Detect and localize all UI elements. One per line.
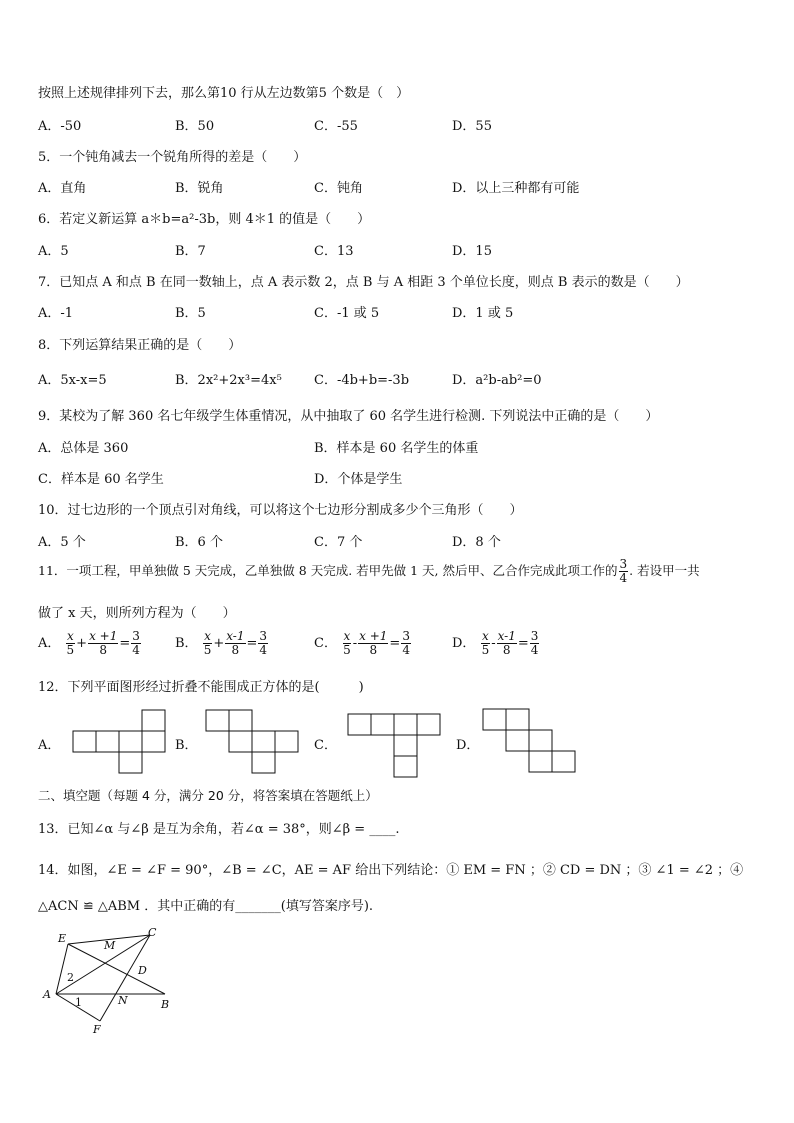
q12-option-b-label: B．	[175, 738, 198, 753]
fraction-denominator: 8	[369, 643, 378, 657]
fraction-denominator: 8	[502, 643, 511, 657]
q8-option-a: A．5x-x=5	[38, 373, 107, 388]
q6-option-b: B．7	[175, 244, 206, 259]
fraction-denominator: 5	[66, 643, 75, 657]
q12-stem: 12．下列平面图形经过折叠不能围成正方体的是( )	[38, 680, 364, 695]
q8-option-b: B．2x²+2x³=4x⁵	[175, 373, 282, 388]
q7-option-d: D．1 或 5	[452, 306, 514, 321]
equals-sign: =	[246, 636, 258, 651]
equals-sign: =	[517, 636, 529, 651]
operator: +	[76, 636, 88, 651]
q11-stem-part1: 11．一项工程，甲单独做 5 天完成，乙单独做 8 天完成. 若甲先做 1 天, 然后甲、乙合作完成此项工作的	[38, 563, 618, 578]
q12-net-d	[482, 708, 582, 774]
net-square	[552, 751, 575, 772]
net-square	[96, 731, 119, 752]
fraction-numerator: x +1	[89, 629, 118, 643]
q4-option-d: D．55	[452, 119, 492, 134]
q11-option-b	[175, 630, 269, 657]
q11-stem	[38, 558, 700, 585]
net-square	[142, 731, 165, 752]
fraction-denominator: 8	[231, 643, 240, 657]
label-a: A	[43, 988, 51, 1001]
q11-option-c	[314, 630, 412, 657]
fraction	[225, 630, 245, 657]
operator: -	[491, 636, 496, 651]
q12-net-c	[347, 713, 443, 777]
fraction	[258, 630, 268, 657]
label-angle-1: 1	[75, 996, 82, 1009]
net-square	[252, 731, 275, 752]
equals-sign: =	[389, 636, 401, 651]
fraction-denominator: 4	[402, 643, 410, 657]
label-angle-2: 2	[67, 971, 74, 984]
fraction	[497, 630, 517, 657]
fraction-denominator: 4	[132, 643, 140, 657]
label-n: N	[118, 994, 128, 1007]
option-letter: D．	[452, 636, 476, 651]
fraction-numerator: x	[343, 629, 351, 643]
fraction	[530, 630, 540, 657]
q10-option-d: D．8 个	[452, 535, 501, 550]
q14-stem-line2: △ACN ≌ △ABM ．其中正确的有_______(填写答案序号).	[38, 899, 374, 914]
q8-option-c: C．-4b+b=-3b	[314, 373, 410, 388]
q7-option-c: C．-1 或 5	[314, 306, 380, 321]
equals-sign: =	[119, 636, 131, 651]
q12-option-d-label: D．	[456, 738, 480, 753]
q5-option-b: B．锐角	[175, 181, 224, 196]
fraction	[66, 630, 76, 657]
q4-option-b: B．50	[175, 119, 215, 134]
q11-stem-part2: . 若设甲一共	[629, 563, 700, 578]
q11-stem-line2: 做了 x 天，则所列方程为（ ）	[38, 606, 236, 621]
q11-stem-fraction	[619, 558, 629, 585]
net-square	[506, 730, 529, 751]
net-square	[417, 714, 440, 735]
q8-option-d: D．a²b-ab²=0	[452, 373, 542, 388]
option-letter: C．	[314, 636, 337, 651]
q14-stem-line1: 14．如图，∠E = ∠F = 90°，∠B = ∠C，AE = AF 给出下列结论：① EM = FN ；② CD = DN ；③ ∠1 = ∠2 ；④	[38, 863, 744, 878]
label-c: C	[148, 926, 157, 939]
option-letter: A．	[38, 636, 61, 651]
q10-option-b: B．6 个	[175, 535, 223, 550]
net-square	[394, 756, 417, 777]
net-square	[529, 751, 552, 772]
fraction	[342, 630, 352, 657]
q5-option-c: C．钝角	[314, 181, 363, 196]
q10-option-a: A．5 个	[38, 535, 86, 550]
q12-net-b	[205, 709, 301, 773]
net-square	[73, 731, 96, 752]
net-square	[394, 714, 417, 735]
fraction	[203, 630, 213, 657]
label-d: D	[138, 964, 147, 977]
fraction	[358, 630, 388, 657]
net-square	[142, 710, 165, 731]
q11-option-d	[452, 630, 540, 657]
fraction-numerator: 3	[132, 629, 140, 643]
fraction	[131, 630, 141, 657]
fraction-numerator: 3	[619, 557, 628, 571]
q10-option-c: C．7 个	[314, 535, 363, 550]
q10-stem: 10．过七边形的一个顶点引对角线，可以将这个七边形分割成多少个三角形（ ）	[38, 503, 523, 518]
operator: -	[352, 636, 358, 651]
net-square	[529, 730, 552, 751]
q4-option-c: C．-55	[314, 119, 358, 134]
net-square	[371, 714, 394, 735]
option-letter: B．	[175, 636, 198, 651]
q9-option-b: B．样本是 60 名学生的体重	[314, 441, 479, 456]
fraction	[481, 630, 491, 657]
label-m: M	[104, 939, 116, 952]
fraction	[401, 630, 411, 657]
fraction	[88, 630, 118, 657]
label-b: B	[161, 998, 170, 1011]
net-square	[483, 709, 506, 730]
q4-option-a: A．-50	[38, 119, 82, 134]
q6-option-d: D．15	[452, 244, 492, 259]
fraction-denominator: 4	[619, 571, 628, 585]
q9-option-a: A．总体是 360	[38, 441, 129, 456]
q8-stem: 8．下列运算结果正确的是（ ）	[38, 338, 242, 353]
fraction-numerator: x	[482, 629, 489, 643]
net-square	[229, 710, 252, 731]
q12-option-a-label: A．	[38, 738, 61, 753]
label-e: E	[57, 932, 66, 945]
q12-option-c-label: C．	[314, 738, 337, 753]
q13-stem: 13．已知∠α 与∠β 是互为余角，若∠α = 38°，则∠β = ____.	[38, 822, 400, 837]
fraction-denominator: 5	[343, 643, 351, 657]
fraction-numerator: x-1	[226, 629, 245, 643]
label-f: F	[93, 1023, 101, 1036]
q12-net-a	[72, 709, 168, 773]
q4-stem: 按照上述规律排列下去，那么第10 行从左边数第5 个数是（ ）	[38, 86, 410, 101]
net-square	[394, 735, 417, 756]
q6-option-c: C．13	[314, 244, 354, 259]
net-square	[252, 752, 275, 773]
fraction-denominator: 8	[99, 643, 108, 657]
fraction-denominator: 4	[259, 643, 268, 657]
segment-eb	[68, 944, 165, 994]
operator: +	[213, 636, 225, 651]
net-square	[506, 709, 529, 730]
q14-figure	[38, 926, 188, 1036]
q7-stem: 7．已知点 A 和点 B 在同一数轴上，点 A 表示数 2，点 B 与 A 相距 3 个单位长度，则点 B 表示的数是（ ）	[38, 275, 689, 290]
q9-option-c: C．样本是 60 名学生	[38, 472, 164, 487]
net-square	[348, 714, 371, 735]
q6-stem: 6．若定义新运算 a＊b=a²-3b，则 4＊1 的值是（ ）	[38, 212, 371, 227]
fraction-denominator: 4	[530, 643, 539, 657]
net-square	[229, 731, 252, 752]
fraction-denominator: 5	[203, 643, 212, 657]
fraction-numerator: x +1	[359, 629, 388, 643]
net-square	[206, 710, 229, 731]
q9-option-d: D．个体是学生	[314, 472, 403, 487]
fraction-numerator: 3	[259, 629, 268, 643]
fraction-numerator: x-1	[497, 629, 516, 643]
fraction-numerator: x	[204, 629, 211, 643]
fraction-numerator: 3	[402, 629, 410, 643]
q7-option-a: A．-1	[38, 306, 74, 321]
q7-option-b: B．5	[175, 306, 206, 321]
fraction-numerator: x	[66, 629, 74, 643]
q6-option-a: A．5	[38, 244, 69, 259]
segment-ae	[56, 944, 68, 994]
fraction-denominator: 5	[481, 643, 490, 657]
net-square	[119, 731, 142, 752]
net-square	[275, 731, 298, 752]
q9-stem: 9．某校为了解 360 名七年级学生体重情况，从中抽取了 60 名学生进行检测. 下列说法中正确的是（ ）	[38, 409, 659, 424]
section-2-title: 二、填空题（每题 4 分，满分 20 分，将答案填在答题纸上）	[38, 788, 378, 803]
fraction-numerator: 3	[530, 629, 539, 643]
net-square	[119, 752, 142, 773]
q5-option-a: A．直角	[38, 181, 87, 196]
q5-option-d: D．以上三种都有可能	[452, 181, 580, 196]
q11-option-a	[38, 630, 142, 657]
q5-stem: 5．一个钝角减去一个锐角所得的差是（ ）	[38, 150, 307, 165]
